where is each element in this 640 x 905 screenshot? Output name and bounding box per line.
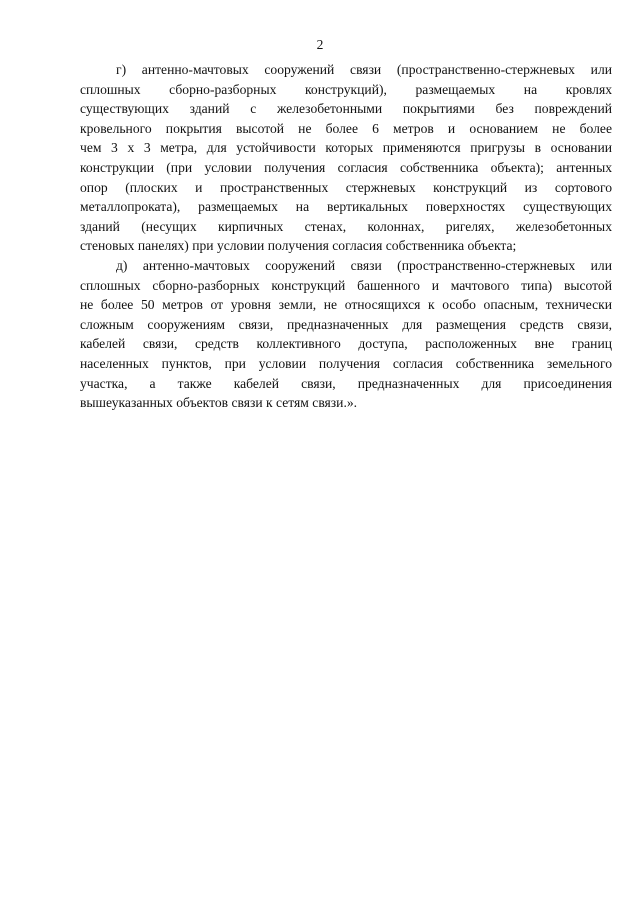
document-body: [80, 60, 612, 413]
text-line: кабелей связи, средств коллективного доступа, расположенных вне границ: [80, 336, 612, 352]
paragraph-g: [80, 60, 612, 256]
text-line: металлопроката), размещаемых на вертикальных поверхностях существующих: [80, 199, 612, 215]
text-line: опор (плоских и пространственных стержневых конструкций из сортового: [80, 179, 612, 195]
text-line: д) антенно-мачтовых сооружений связи (пространственно-стержневых или: [116, 257, 612, 273]
text-line: сложным сооружениям связи, предназначенных для размещения средств связи,: [80, 316, 612, 332]
text-line: стеновых панелях) при условии получения согласия собственника объекта;: [80, 238, 517, 254]
text-line: сплошных сборно-разборных конструкций), размещаемых на кровлях: [80, 81, 612, 97]
text-line: зданий (несущих кирпичных стенах, колоннах, ригелях, железобетонных: [80, 218, 612, 234]
text-line: чем 3 х 3 метра, для устойчивости которых применяются пригрузы в основании: [80, 140, 612, 156]
text-line: г) антенно-мачтовых сооружений связи (пространственно-стержневых или: [116, 62, 612, 77]
text-line: кровельного покрытия высотой не более 6 метров и основанием не более: [80, 120, 612, 136]
text-line: не более 50 метров от уровня земли, не относящихся к особо опасным, технически: [80, 297, 612, 313]
text-line: вышеуказанных объектов связи к сетям связи.».: [80, 395, 358, 411]
text-line: существующих зданий с железобетонными покрытиями без повреждений: [80, 101, 612, 117]
text-line: участка, а также кабелей связи, предназначенных для присоединения: [80, 375, 612, 391]
text-line: сплошных сборно-разборных конструкций башенного и мачтового типа) высотой: [80, 277, 612, 293]
text-line: населенных пунктов, при условии получения согласия собственника земельного: [80, 355, 612, 371]
paragraph-d: [80, 256, 612, 413]
text-line: конструкции (при условии получения согласия собственника объекта); антенных: [80, 159, 612, 175]
page-number: 2: [316, 37, 324, 52]
